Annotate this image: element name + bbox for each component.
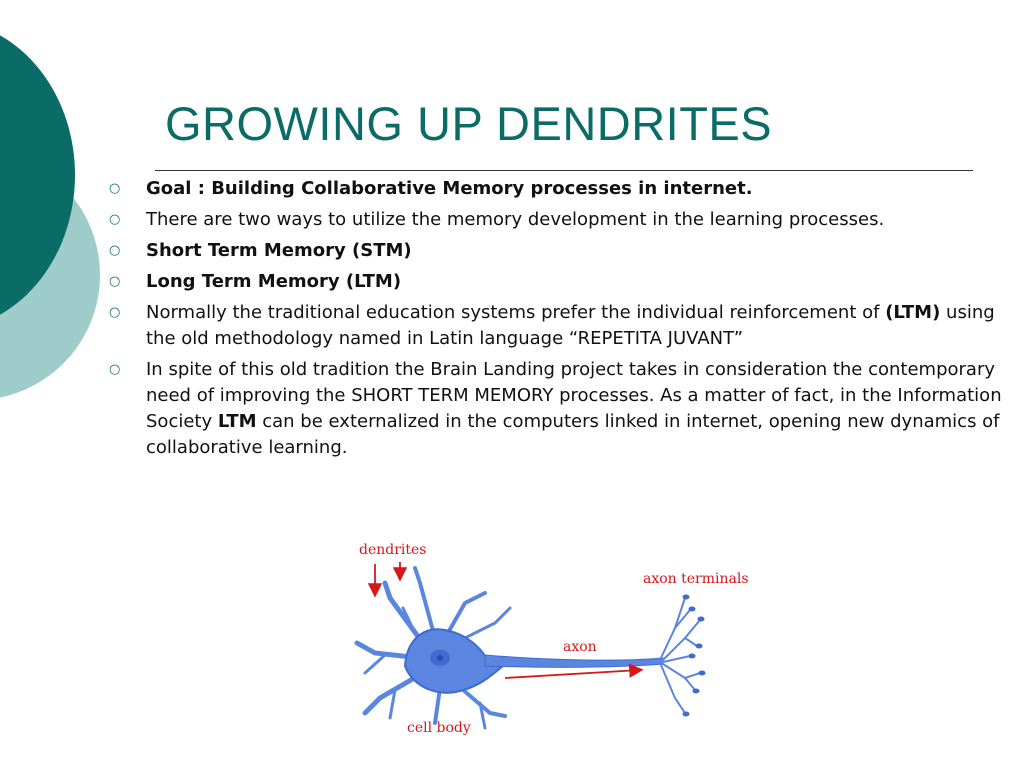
- bullet-text: Goal : Building Collaborative Memory processes in internet.: [146, 178, 753, 199]
- bullet-circle-icon: ○: [109, 305, 121, 320]
- bullet-stm: [105, 238, 1010, 264]
- bullet-text: Short Term Memory (STM): [146, 240, 412, 261]
- axon-terminal-knobs: [683, 595, 706, 717]
- bullet-circle-icon: ○: [109, 243, 121, 258]
- bullet-circle-icon: ○: [109, 362, 121, 377]
- bullet-text-part1: Normally the traditional education systems prefer the individual reinforcement of: [146, 302, 886, 323]
- bullet-text-part1: In spite of this old tradition the Brain Landing project takes in consideration the contemporary need of improving the SHORT TERM MEMORY processes. As a matter of fact, in the Information Society: [146, 359, 1002, 432]
- bullet-goal: [105, 176, 1010, 202]
- bullet-circle-icon: ○: [109, 274, 121, 289]
- bullet-brain-landing: [105, 357, 1010, 461]
- bullet-text-part2: can be externalized in the computers linked in internet, opening new dynamics of collaborative learning.: [146, 411, 1000, 458]
- label-dendrites: dendrites: [359, 542, 427, 558]
- bullet-text: Long Term Memory (LTM): [146, 271, 402, 292]
- bullet-circle-icon: ○: [109, 212, 121, 227]
- bullet-ltm: [105, 269, 1010, 295]
- bullet-text-bold: LTM: [217, 411, 257, 432]
- bullet-two-ways: [105, 207, 1010, 233]
- slide-title: GROWING UP DENDRITES: [165, 97, 773, 150]
- label-axon-terminals: axon terminals: [643, 571, 749, 587]
- bullet-text-bold: (LTM): [885, 302, 941, 323]
- title-divider: [155, 170, 973, 171]
- bullet-text: There are two ways to utilize the memory development in the learning processes.: [146, 209, 885, 230]
- label-cell-body: cell body: [407, 720, 471, 736]
- axon-shape: [485, 655, 663, 667]
- label-axon: axon: [563, 639, 597, 655]
- bullet-list: [105, 176, 1010, 466]
- neuron-diagram: [345, 538, 775, 738]
- bullet-circle-icon: ○: [109, 181, 121, 196]
- bullet-traditional: [105, 300, 1010, 352]
- bullet-text-part2: using the old methodology named in Latin language “REPETITA JUVANT”: [146, 302, 995, 349]
